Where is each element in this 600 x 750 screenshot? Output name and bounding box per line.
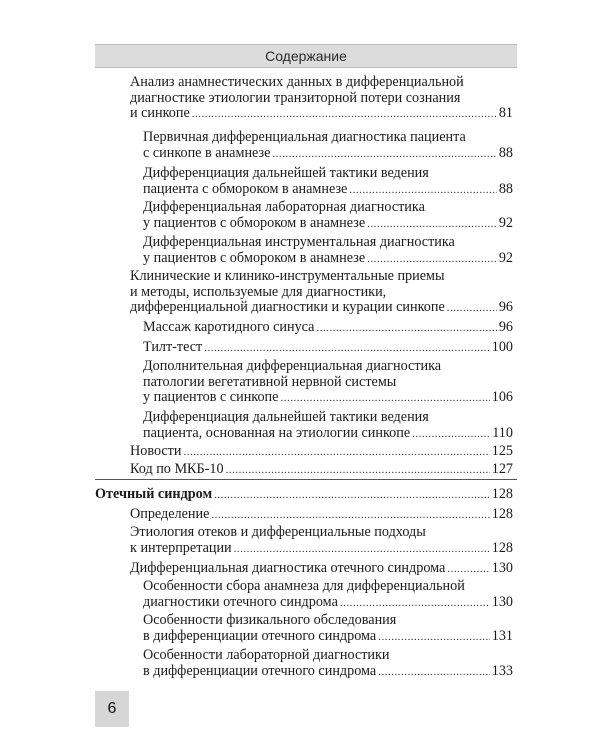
toc-entry-text: у пациентов с обмороком в анамнезе (143, 214, 366, 231)
toc-page-number: 130 (491, 560, 513, 576)
toc-page-number: 133 (491, 662, 513, 679)
toc-entry-text: Особенности сбора анамнеза для дифференциальной (143, 578, 465, 594)
toc-entry-text: у пациентов с синкопе (143, 389, 279, 405)
toc-entry-text: Клинические и клинико-инструментальные приемы (130, 268, 445, 284)
toc-page-number: 81 (498, 105, 513, 121)
toc-page-number: 88 (498, 180, 513, 197)
toc-entry[interactable] (130, 561, 513, 578)
leader-dots (316, 321, 496, 337)
toc-entry-text: у пациентов с обмороком в анамнезе (143, 249, 366, 266)
leader-dots (214, 488, 490, 504)
toc-entry[interactable] (130, 444, 513, 461)
toc-entry-text: пациента, основанная на этиологии синкопе (143, 424, 411, 441)
leader-dots (226, 463, 490, 479)
toc-entry-text: Дифференциальная инструментальная диагностика (143, 234, 455, 250)
toc-entry[interactable] (143, 200, 513, 232)
toc-entry-text: Определение (130, 506, 210, 522)
toc-entry-text: Дополнительная дифференциальная диагностика (143, 358, 442, 374)
toc-entry[interactable] (143, 340, 513, 357)
toc-entry-text: Тилт-тест (143, 339, 203, 355)
toc-page-number: 128 (491, 506, 513, 522)
toc-entry[interactable] (130, 525, 513, 557)
toc-entry[interactable] (130, 269, 513, 317)
leader-dots (192, 107, 497, 123)
toc-entry-text: пациента с обмороком в анамнезе (143, 180, 348, 197)
toc-entry-text: с синкопе в анамнезе (143, 144, 271, 161)
toc-entry-text: в дифференциации отечного синдрома (143, 627, 377, 644)
toc-entry-text: Дифференциальная лабораторная диагностика (143, 199, 425, 215)
toc-entry-text: Массаж каротидного синуса (143, 319, 315, 335)
toc-entry[interactable] (143, 320, 513, 337)
toc-entry-text: и синкопе (130, 105, 190, 121)
page-number-box: 6 (95, 691, 129, 727)
toc-entry-text: Особенности лабораторной диагностики (143, 647, 390, 663)
leader-dots (378, 665, 489, 681)
leader-dots (412, 427, 490, 443)
toc-entry[interactable] (143, 235, 513, 267)
toc-entry-text: патологии вегетативной нервной системы (143, 373, 397, 390)
leader-dots (367, 217, 497, 233)
toc-entry[interactable] (143, 579, 513, 611)
toc-entry-text: дифференциальной диагностики и курации синкопе (130, 299, 445, 315)
leader-dots (378, 630, 489, 646)
toc-entry-text: Новости (130, 443, 182, 459)
toc-page-number: 128 (491, 539, 513, 556)
toc-page-number: 131 (491, 627, 513, 644)
toc-entry-text: Дифференциальная диагностика отечного синдрома (130, 560, 446, 576)
toc-entry-text: Дифференциация дальнейшей тактики ведения (143, 165, 429, 181)
toc-entry-text: и методы, используемые для диагностики, (130, 283, 387, 300)
toc-entry-text: к интерпретации (130, 539, 232, 556)
toc-entry[interactable] (143, 410, 513, 442)
toc-page-number: 96 (498, 299, 513, 315)
toc-page-number: 96 (498, 319, 513, 335)
running-header: Содержание (95, 44, 517, 68)
leader-dots (204, 341, 489, 357)
toc-page-number: 130 (491, 593, 513, 610)
toc-entry-text: Код по МКБ-10 (130, 461, 224, 477)
leader-dots (234, 542, 490, 558)
toc-entry-text: диагностики отечного синдрома (143, 593, 338, 610)
toc-page-number: 125 (491, 443, 513, 459)
leader-dots (447, 562, 489, 578)
leader-dots (349, 183, 496, 199)
leader-dots (183, 445, 489, 461)
toc-entry[interactable] (130, 507, 513, 524)
toc-entry[interactable] (143, 648, 513, 680)
toc-entry-text: Дифференциация дальнейшей тактики ведения (143, 409, 429, 425)
toc-entry-text: Особенности физикального обследования (143, 612, 397, 628)
leader-dots (367, 252, 497, 268)
toc-page-number: 106 (491, 389, 513, 405)
section-divider (95, 479, 517, 480)
toc-entry[interactable] (143, 130, 513, 162)
toc-page-number: 100 (491, 339, 513, 355)
toc-entry-text: Анализ анамнестических данных в дифференциальной (130, 74, 464, 90)
toc-entry[interactable] (143, 613, 513, 645)
toc-entry-text: в дифференциации отечного синдрома (143, 662, 377, 679)
toc-page-number: 88 (498, 144, 513, 161)
toc-entry[interactable] (130, 75, 513, 123)
toc-section-title: Отечный синдром (95, 486, 213, 502)
toc-page-number: 92 (498, 249, 513, 266)
toc-page-number: 110 (492, 424, 513, 441)
toc-entry[interactable] (143, 359, 513, 407)
toc-entry-text: Этиология отеков и дифференциальные подходы (130, 524, 426, 540)
toc-entry-text: Первичная дифференциальная диагностика пациента (143, 129, 466, 145)
leader-dots (340, 596, 490, 612)
toc-entry-text: диагностике этиологии транзиторной потери сознания (130, 89, 461, 106)
toc-page-number: 128 (491, 486, 513, 502)
leader-dots (447, 301, 497, 317)
leader-dots (211, 508, 489, 524)
toc-entry[interactable] (130, 462, 513, 479)
leader-dots (272, 147, 496, 163)
toc-page-number: 92 (498, 214, 513, 231)
leader-dots (280, 391, 489, 407)
toc-page-number: 127 (491, 461, 513, 477)
toc-entry[interactable] (95, 487, 513, 504)
toc-entry[interactable] (143, 166, 513, 198)
